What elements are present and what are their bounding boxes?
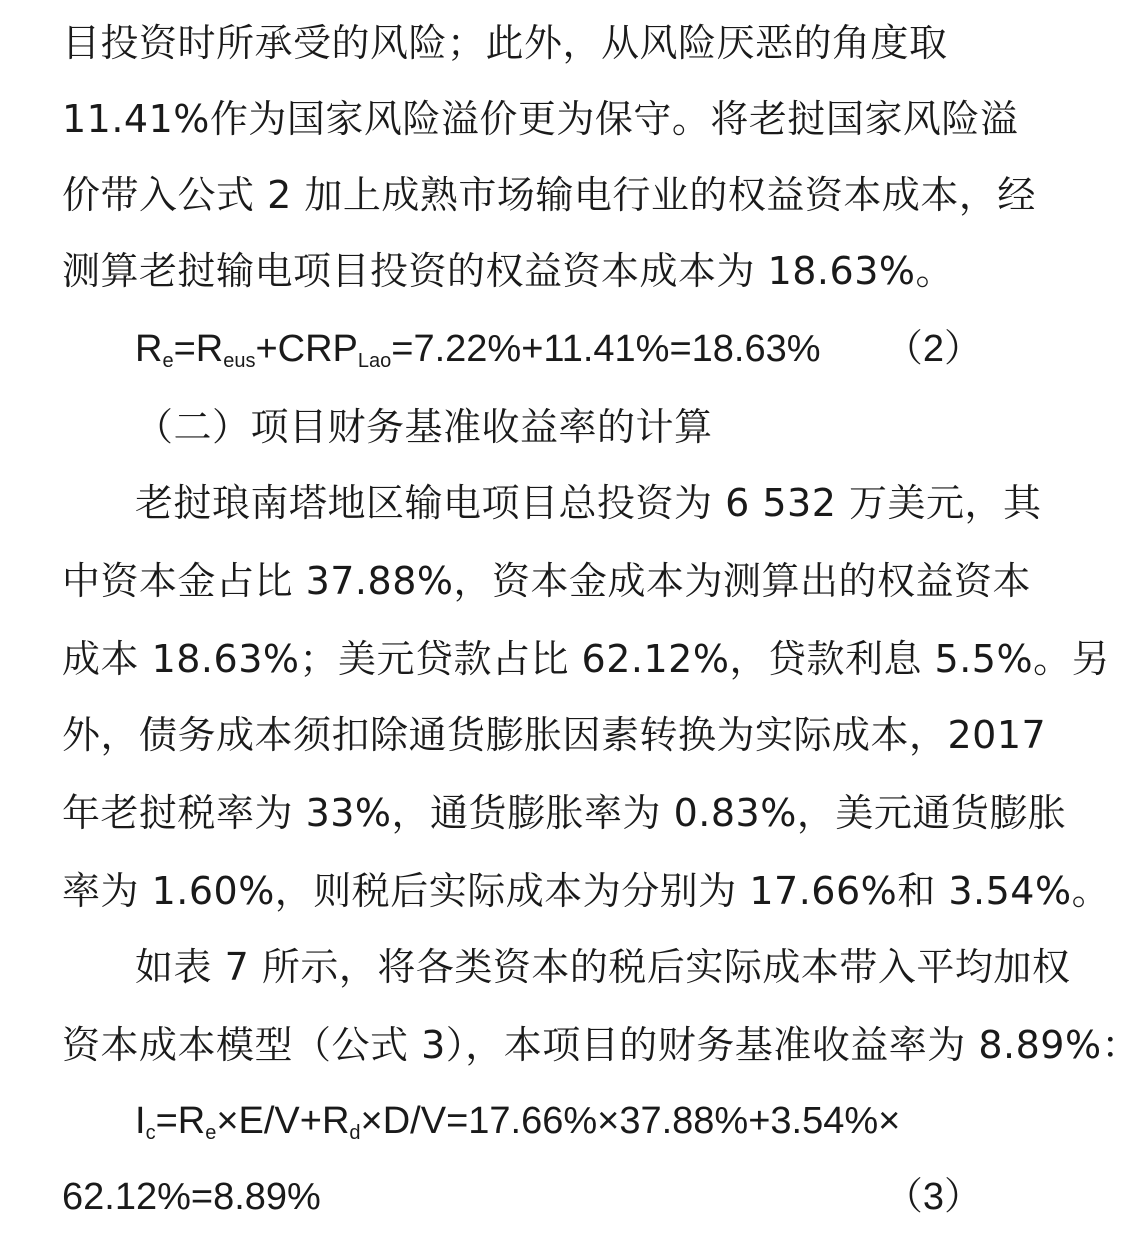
formula-3-continuation: 62.12%=8.89% [62,1176,321,1218]
formula-subscript: c [145,1122,156,1144]
formula-text: ×D/V=17.66%×37.88%+3.54%× [360,1100,901,1142]
paragraph-line: 中资本金占比 37.88%，资本金成本为测算出的权益资本 [62,559,1031,603]
paragraph-line: 外，债务成本须扣除通货膨胀因素转换为实际成本，2017 [62,713,1047,757]
paragraph-line: 年老挝税率为 33%，通货膨胀率为 0.83%，美元通货膨胀 [62,791,1067,835]
section-heading: （二）项目财务基准收益率的计算 [135,405,713,449]
paragraph-line: 目投资时所承受的风险；此外，从风险厌恶的角度取 [62,21,948,65]
formula-text: =R [173,328,224,370]
equation-number-2: （2） [884,328,982,370]
paragraph-line: 老挝琅南塔地区输电项目总投资为 6 532 万美元，其 [135,481,1042,525]
formula-subscript: Lao [357,350,392,372]
formula-subscript: e [205,1122,217,1144]
paragraph-line: 资本成本模型（公式 3），本项目的财务基准收益率为 8.89%： [62,1023,1140,1067]
paragraph-line: 如表 7 所示，将各类资本的税后实际成本带入平均加权 [135,945,1071,989]
formula-text: ×E/V+R [216,1100,350,1142]
formula-text: R [135,328,163,370]
equation-number-3: （3） [884,1176,982,1218]
formula-3 [135,1086,900,1156]
paragraph-line: 率为 1.60%，则税后实际成本为分别为 17.66%和 3.54%。 [62,869,1111,913]
formula-subscript: eus [223,350,256,372]
formula-subscript: e [162,350,174,372]
formula-text: I [135,1100,146,1142]
paragraph-line: 11.41%作为国家风险溢价更为保守。将老挝国家风险溢 [62,97,1019,141]
formula-subscript: d [349,1122,361,1144]
paragraph-line: 测算老挝输电项目投资的权益资本成本为 18.63%。 [62,249,954,293]
formula-text: +CRP [255,328,358,370]
paragraph-line: 成本 18.63%；美元贷款占比 62.12%，贷款利息 5.5%。另 [62,637,1111,681]
formula-2 [135,314,821,384]
formula-text: =R [155,1100,206,1142]
paragraph-line: 价带入公式 2 加上成熟市场输电行业的权益资本成本，经 [62,173,1036,217]
formula-text: =7.22%+11.41%=18.63% [391,328,821,370]
